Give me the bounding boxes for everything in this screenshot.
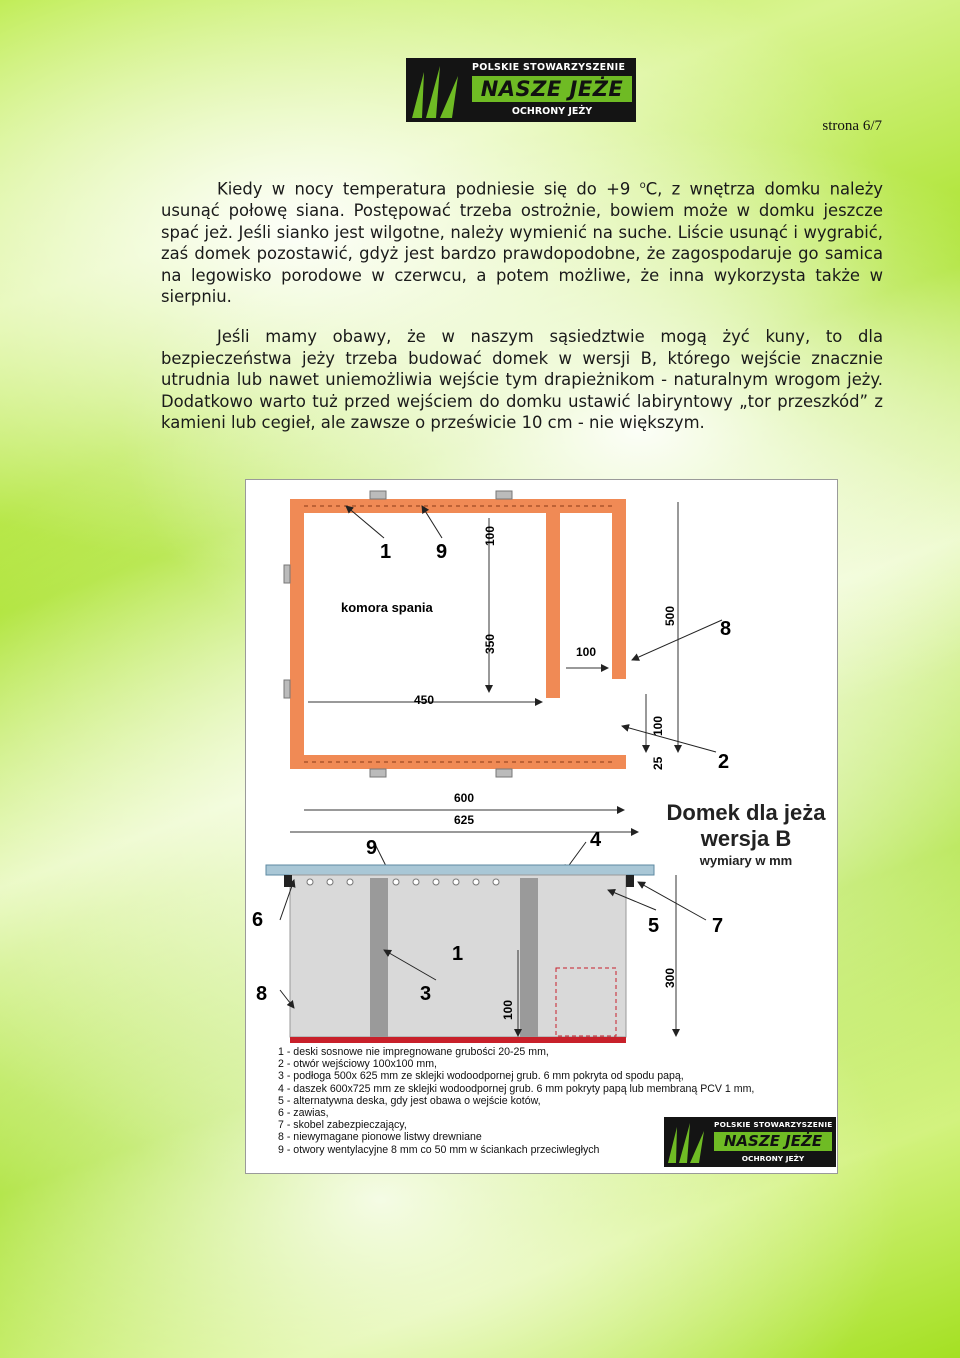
legend-item: 5 - alternatywna deska, gdy jest obawa o wejście kotów, [278, 1094, 541, 1107]
diagram-title-units: wymiary w mm [699, 853, 793, 868]
logo-bottom-text: OCHRONY JEŻY [511, 106, 593, 117]
callout-4: 4 [590, 829, 602, 851]
dim-600: 600 [454, 791, 475, 805]
legend-item: 8 - niewymagane pionowe listwy drewniane [278, 1131, 482, 1144]
dim-100-entry: 100 [576, 645, 597, 659]
room-label: komora spania [341, 600, 433, 615]
diagram-title-line1: Domek dla jeża [666, 800, 826, 825]
callout-9-mid: 9 [366, 837, 378, 859]
legend-item: 3 - podłoga 500x 625 mm ze sklejki wodoodpornej grub. 6 mm pokryta od spodu papą, [278, 1070, 684, 1083]
wall-left [290, 499, 304, 769]
dim-450: 450 [414, 693, 435, 707]
dim-625: 625 [454, 813, 475, 827]
vertical-strip-right [520, 878, 538, 1037]
vertical-strip-left [370, 878, 388, 1037]
dim-300: 300 [663, 967, 677, 988]
callout-8-side: 8 [256, 983, 268, 1005]
figure-logo-main-text: NASZE JEŻE [714, 1132, 832, 1151]
logo-grass-icon [406, 58, 470, 122]
callout-8-top: 8 [720, 618, 732, 640]
paragraph-1-start: Kiedy w nocy temperatura podniesie się do +9 [217, 179, 640, 199]
roof-board [266, 865, 654, 875]
figure-logo-bottom-text: OCHRONY JEŻY [741, 1154, 805, 1163]
logo-main-text: NASZE JEŻE [472, 76, 632, 102]
figure-logo-top-text: POLSKIE STOWARZYSZENIE [714, 1120, 833, 1129]
callout-3: 3 [420, 983, 432, 1005]
legend-item: 9 - otwory wentylacyjne 8 mm co 50 mm w ściankach przeciwległych [278, 1143, 600, 1156]
paragraph-1-rest: C, z wnętrza domku należy usunąć połowę siana. Postępować trzeba ostrożnie, bowiem może w domku jeszcze spać jeż. Jeśli sianko jest wilgotne, należy wymienić na suche. Liście usunąć i wygrabić, zaś domek pozostawić, gdyż jest bardzo prawdopodobne, że zagospodaruje go samica na legowisko porodowe w czerwcu, a potem możliwe, że inna wykorzysta także w sierpniu. [161, 179, 883, 307]
logo-top-text: POLSKIE STOWARZYSZENIE [472, 62, 626, 73]
dim-500: 500 [663, 605, 677, 626]
callout-2: 2 [718, 751, 730, 773]
callout-7: 7 [712, 915, 724, 937]
dim-25: 25 [651, 756, 665, 770]
figure-logo [664, 1117, 836, 1167]
dim-100-right: 100 [651, 715, 665, 736]
wall-right [612, 499, 626, 679]
house-diagram [245, 479, 838, 1174]
callout-9-top: 9 [436, 541, 448, 563]
dim-100-side: 100 [501, 999, 515, 1020]
legend-item: 4 - daszek 600x725 mm ze sklejki wodoodpornej grub. 6 mm pokryty papą lub membraną PCV 1 mm, [278, 1082, 755, 1095]
figure-logo-grass-icon [664, 1117, 712, 1167]
header-logo [406, 58, 636, 122]
page-number: strona 6/7 [822, 118, 882, 134]
floor-board [290, 1037, 626, 1043]
legend-item: 1 - deski sosnowe nie impregnowane grubości 20-25 mm, [278, 1046, 549, 1058]
degree-sign: o [639, 180, 646, 191]
callout-5: 5 [648, 915, 660, 937]
legend-item: 6 - zawias, [278, 1107, 329, 1120]
paragraph-2: Jeśli mamy obawy, że w naszym sąsiedztwie mogą żyć kuny, to dla bezpieczeństwa jeży trzeba budować domek w wersji B, którego wejście znacznie utrudnia lub nawet uniemożliwia wejście tym drapieżnikom - naturalnym wrogom jeży. Dodatkowo warto tuż przed wejściem do domku ustawić labiryntowy „tor przeszkód” z kamieni lub cegieł, ale zawsze o prześwicie 10 cm - nie większym. [161, 327, 883, 433]
callout-1-side: 1 [452, 943, 464, 965]
legend-item: 7 - skobel zabezpieczający, [278, 1119, 407, 1132]
legend-item: 2 - otwór wejściowy 100x100 mm, [278, 1058, 437, 1071]
callout-6: 6 [252, 909, 264, 931]
callout-1-top: 1 [380, 541, 392, 563]
paragraph-1 [161, 175, 883, 308]
wall-inner [546, 513, 560, 698]
diagram-title-line2: wersja B [700, 826, 792, 851]
dim-350: 350 [483, 633, 497, 654]
diagram-title [646, 800, 846, 870]
dim-100-top: 100 [483, 525, 497, 546]
